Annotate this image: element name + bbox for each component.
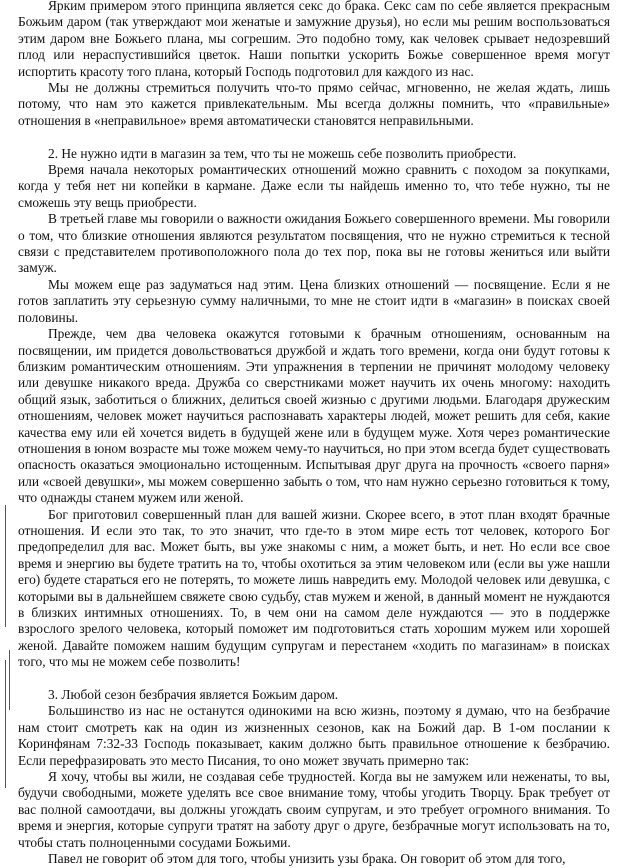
- paragraph: Я хочу, чтобы вы жили, не создавая себе трудностей. Когда вы не замужем или неженаты, то вы, будучи свободными, можете уделять все свое внимание тому, чтобы угодить Творцу. Брак требует от вас полной самоотдачи, вы должны угождать своим супругам, и это требует огромного внимания. То время и энергия, которые супруги тратят на заботу друг о друге, безбрачные могут использовать на то, чтобы стать полноценными сосудами Божьими.: [18, 769, 610, 850]
- left-margin-line: [5, 660, 6, 788]
- paragraph: Ярким примером этого принципа является секс до брака. Секс сам по себе является прекрасным Божьим даром (так утверждают мои женатые и замужние друзья), но если мы решим воспользоваться этим даром вне Божьего плана, мы согрешим. Это подобно тому, как человек срывает недозревший плод или нераспустившийся цветок. Наши попытки ускорить Божье совершенное время могут испортить красоту того плана, который Господь подготовил для каждого из нас.: [18, 0, 610, 79]
- paragraph: Бог приготовил совершенный план для вашей жизни. Скорее всего, в этот план входят брачные отношения. И если это так, то это значит, что где-то в этом мире есть тот человек, которого Бог предопределил для вас. Может быть, вы уже знакомы с ним, а может быть, и нет. Но если все свое время и энергию вы будете тратить на то, чтобы охотиться за этим человеком или (если вы уже нашли его) будете стараться его не потерять, то можете лишь навредить ему. Молодой человек или девушка, с которыми вы в дальнейшем свяжете свою судьбу, став мужем и женой, в данный момент не нуждаются в близких интимных отношениях. То, в чем они на самом деле нуждаются — это в поддержке взрослого зрелого человека, который поможет им подготовиться стать хорошим мужем или хорошей женой. Давайте поможем нашим будущим супругам и перестанем «ходить по магазинам» в поисках того, что мы не можем себе позволить!: [18, 506, 610, 670]
- left-margin-line: [5, 505, 6, 627]
- paragraph: Большинство из нас не останутся одинокими на всю жизнь, поэтому я думаю, что на безбрачие нам стоит смотреть как на один из жизненных сезонов, как на Божий дар. В 1-ом послании к Коринфянам 7:32-33 Господь показывает, каким должно быть правильное отношение к безбрачию. Если перефразировать это место Писания, то оно может звучать примерно так:: [18, 703, 610, 768]
- paragraph: Павел не говорит об этом для того, чтобы унизить узы брака. Он говорит об этом для того,: [48, 851, 566, 867]
- section-heading: 2. Не нужно идти в магазин за тем, что ты не можешь себе позволить приобрести.: [48, 145, 517, 161]
- paragraph: Время начала некоторых романтических отношений можно сравнить с походом за покупками, когда у тебя нет ни копейки в кармане. Даже если ты найдешь именно то, что тебе нужно, ты не сможешь эту вещь приобрести.: [18, 162, 610, 210]
- paragraph: Прежде, чем два человека окажутся готовыми к брачным отношениям, основанным на посвящении, им придется довольствоваться дружбой и ждать того времени, когда они будут готовы к близким романтическим отношениям. Эти упражнения в терпении не причинят молодому человеку или девушке никакого вреда. Дружба со сверстниками может научить их очень многому: находить общий язык, заботиться о ближних, делиться своей жизнью с другими людьми. Благодаря дружеским отношениям, человек может научиться распознавать характеры людей, может решить для себя, какие качества ему или ей хочется видеть в будущей жене или в будущем муже. Хотя через романтические отношения в юном возрасте мы тоже можем чему-то научиться, но при этом всегда будет существовать опасность оказаться эмоционально истощенным. Испытывая друг друга на прочность «своего парня» или «своей девушки», мы можем совершенно забыть о том, что нам нужно серьезно готовиться к тому, что однажды станем мужем или женой.: [18, 326, 610, 506]
- left-margin-line: [9, 650, 10, 710]
- section-heading: 3. Любой сезон безбрачия является Божьим даром.: [48, 687, 339, 703]
- paragraph: Мы не должны стремиться получить что-то прямо сейчас, мгновенно, не желая ждать, лишь потому, что нам это кажется привлекательным. Мы всегда должны помнить, что «правильные» отношения в «неправильное» время автоматически становятся неправильными.: [18, 80, 610, 128]
- paragraph: Мы можем еще раз задуматься над этим. Цена близких отношений — посвящение. Если я не готов заплатить эту серьезную сумму наличными, то мне не стоит идти в «магазин» в поисках своей половины.: [18, 276, 610, 325]
- document-text: [18, 0, 610, 868]
- paragraph: В третьей главе мы говорили о важности ожидания Божьего совершенного времени. Мы говорили о том, что близкие отношения являются результатом посвящения, что не нужно стремиться к тесной связи с представителем противоположного пола до тех пор, пока вы не готовы жениться или выйти замуж.: [18, 211, 610, 276]
